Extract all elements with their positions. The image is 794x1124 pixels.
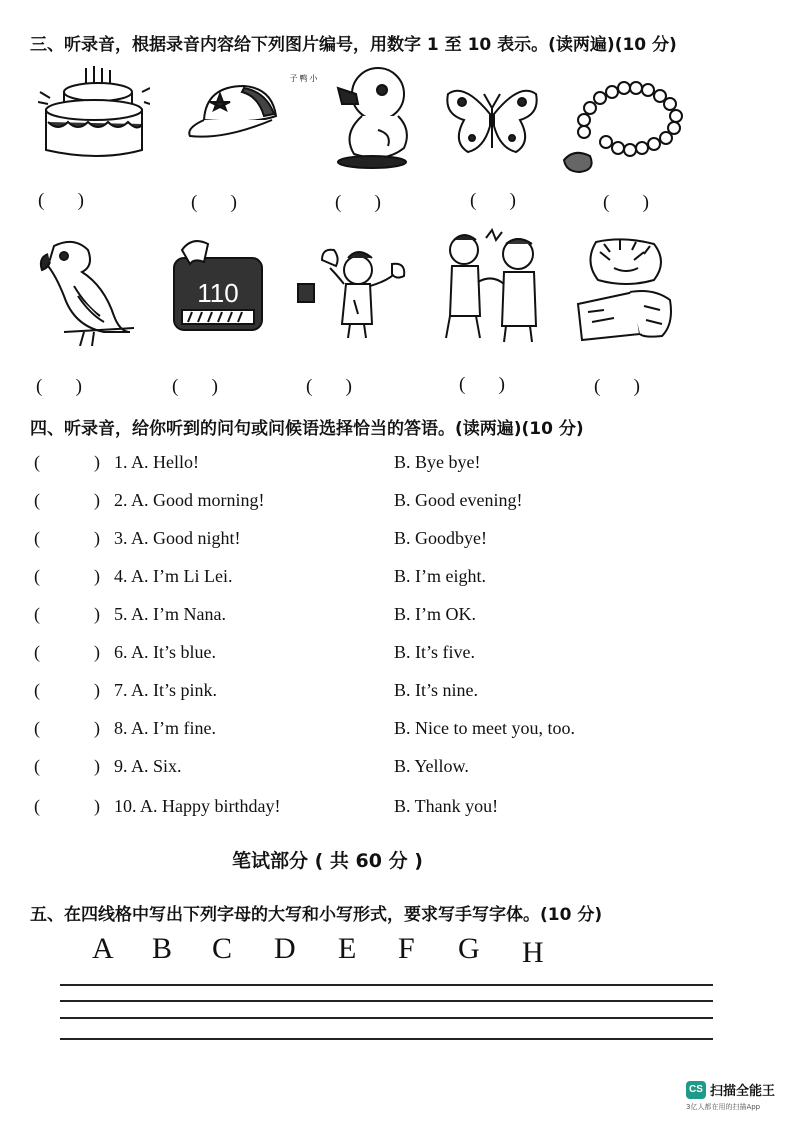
people-shaking-hands-icon (436, 226, 548, 348)
butterfly-icon (444, 86, 540, 162)
option-a: 6. A. It’s blue. (114, 642, 216, 662)
answer-paren-right: ) (94, 490, 100, 510)
option-b: B. I’m eight. (394, 566, 486, 586)
answer-paren-right: ) (94, 642, 100, 662)
letter: H (522, 936, 544, 969)
birthday-cake-icon (38, 62, 150, 166)
answer-blank[interactable]: ( ) (191, 192, 237, 213)
option-a: 1. A. Hello! (114, 452, 199, 472)
writing-line-2[interactable] (60, 1000, 713, 1002)
option-a: 2. A. Good morning! (114, 490, 265, 510)
answer-paren-left[interactable]: ( (34, 566, 40, 586)
letter: A (92, 932, 114, 965)
answer-paren-right: ) (94, 796, 100, 816)
question-row (34, 642, 734, 672)
writing-line-3[interactable] (60, 1017, 713, 1019)
answer-paren-right: ) (94, 528, 100, 548)
question-row (34, 566, 734, 596)
option-b: B. Good evening! (394, 490, 523, 510)
answer-blank[interactable]: ( ) (594, 376, 640, 397)
camscanner-logo-icon: CS (686, 1081, 706, 1099)
phone-number-label: 110 (197, 278, 239, 308)
cap-icon (184, 80, 280, 154)
option-b: B. Yellow. (394, 756, 469, 776)
option-a: 3. A. Good night! (114, 528, 241, 548)
writing-line-1[interactable] (60, 984, 713, 986)
answer-blank[interactable]: ( ) (459, 374, 505, 395)
answer-blank[interactable]: ( ) (172, 376, 218, 397)
writing-line-4[interactable] (60, 1038, 713, 1040)
letter: E (338, 932, 357, 965)
answer-paren-left[interactable]: ( (34, 604, 40, 624)
answer-blank[interactable]: ( ) (335, 192, 381, 213)
answer-paren-left[interactable]: ( (34, 796, 40, 816)
letter: F (398, 932, 415, 965)
phone-110-icon (168, 236, 268, 338)
question-row (34, 604, 734, 634)
answer-paren-right: ) (94, 756, 100, 776)
option-a: 8. A. I’m fine. (114, 718, 216, 738)
letter: G (458, 932, 480, 965)
option-a: 4. A. I’m Li Lei. (114, 566, 233, 586)
answer-paren-left[interactable]: ( (34, 642, 40, 662)
question-row (34, 718, 734, 748)
answer-paren-right: ) (94, 604, 100, 624)
answer-paren-left[interactable]: ( (34, 680, 40, 700)
letter: D (274, 932, 296, 965)
question-row (34, 452, 734, 482)
option-a: 9. A. Six. (114, 756, 182, 776)
option-a: 7. A. It’s pink. (114, 680, 218, 700)
option-b: B. Goodbye! (394, 528, 487, 548)
answer-paren-right: ) (94, 680, 100, 700)
letter: B (152, 932, 173, 965)
answer-paren-left[interactable]: ( (34, 490, 40, 510)
tigers-icon (574, 238, 680, 350)
parrot-icon (34, 236, 134, 350)
answer-paren-left[interactable]: ( (34, 528, 40, 548)
answer-blank[interactable]: ( ) (306, 376, 352, 397)
section4-title: 四、听录音，给你听到的问句或问候语选择恰当的答语。(读两遍)(10 分) (30, 419, 584, 439)
option-b: B. Bye bye! (394, 452, 481, 472)
answer-blank[interactable]: ( ) (470, 190, 516, 211)
scanner-watermark (686, 1080, 775, 1099)
watermark-tagline: 3亿人都在用的扫描App (686, 1103, 761, 1111)
answer-blank[interactable]: ( ) (38, 190, 84, 211)
answer-paren-left[interactable]: ( (34, 718, 40, 738)
answer-paren-left[interactable]: ( (34, 452, 40, 472)
letter: C (212, 932, 233, 965)
option-a: 5. A. I’m Nana. (114, 604, 226, 624)
answer-paren-right: ) (94, 718, 100, 738)
answer-blank[interactable]: ( ) (36, 376, 82, 397)
watermark-name: 扫描全能王 (710, 1084, 776, 1099)
option-b: B. Nice to meet you, too. (394, 718, 575, 738)
question-row (34, 490, 734, 520)
question-row (34, 680, 734, 710)
answer-paren-right: ) (94, 452, 100, 472)
answer-blank[interactable]: ( ) (603, 192, 649, 213)
question-row (34, 528, 734, 558)
duck-label: 小鸭子 (289, 74, 318, 82)
necklace-icon (560, 78, 696, 182)
answer-paren-right: ) (94, 566, 100, 586)
option-b: B. I’m OK. (394, 604, 476, 624)
written-part-title: 笔试部分 ( 共 60 分 ) (232, 850, 423, 872)
option-a: 10. A. Happy birthday! (114, 796, 281, 816)
option-b: B. It’s nine. (394, 680, 478, 700)
section3-title: 三、听录音，根据录音内容给下列图片编号，用数字 1 至 10 表示。(读两遍)(10 分) (30, 35, 677, 55)
boy-waving-icon (296, 244, 408, 342)
option-b: B. It’s five. (394, 642, 475, 662)
question-row (34, 796, 734, 826)
question-row (34, 756, 734, 786)
answer-paren-left[interactable]: ( (34, 756, 40, 776)
option-b: B. Thank you! (394, 796, 499, 816)
section5-title: 五、在四线格中写出下列字母的大写和小写形式，要求写手写字体。(10 分) (30, 905, 603, 925)
